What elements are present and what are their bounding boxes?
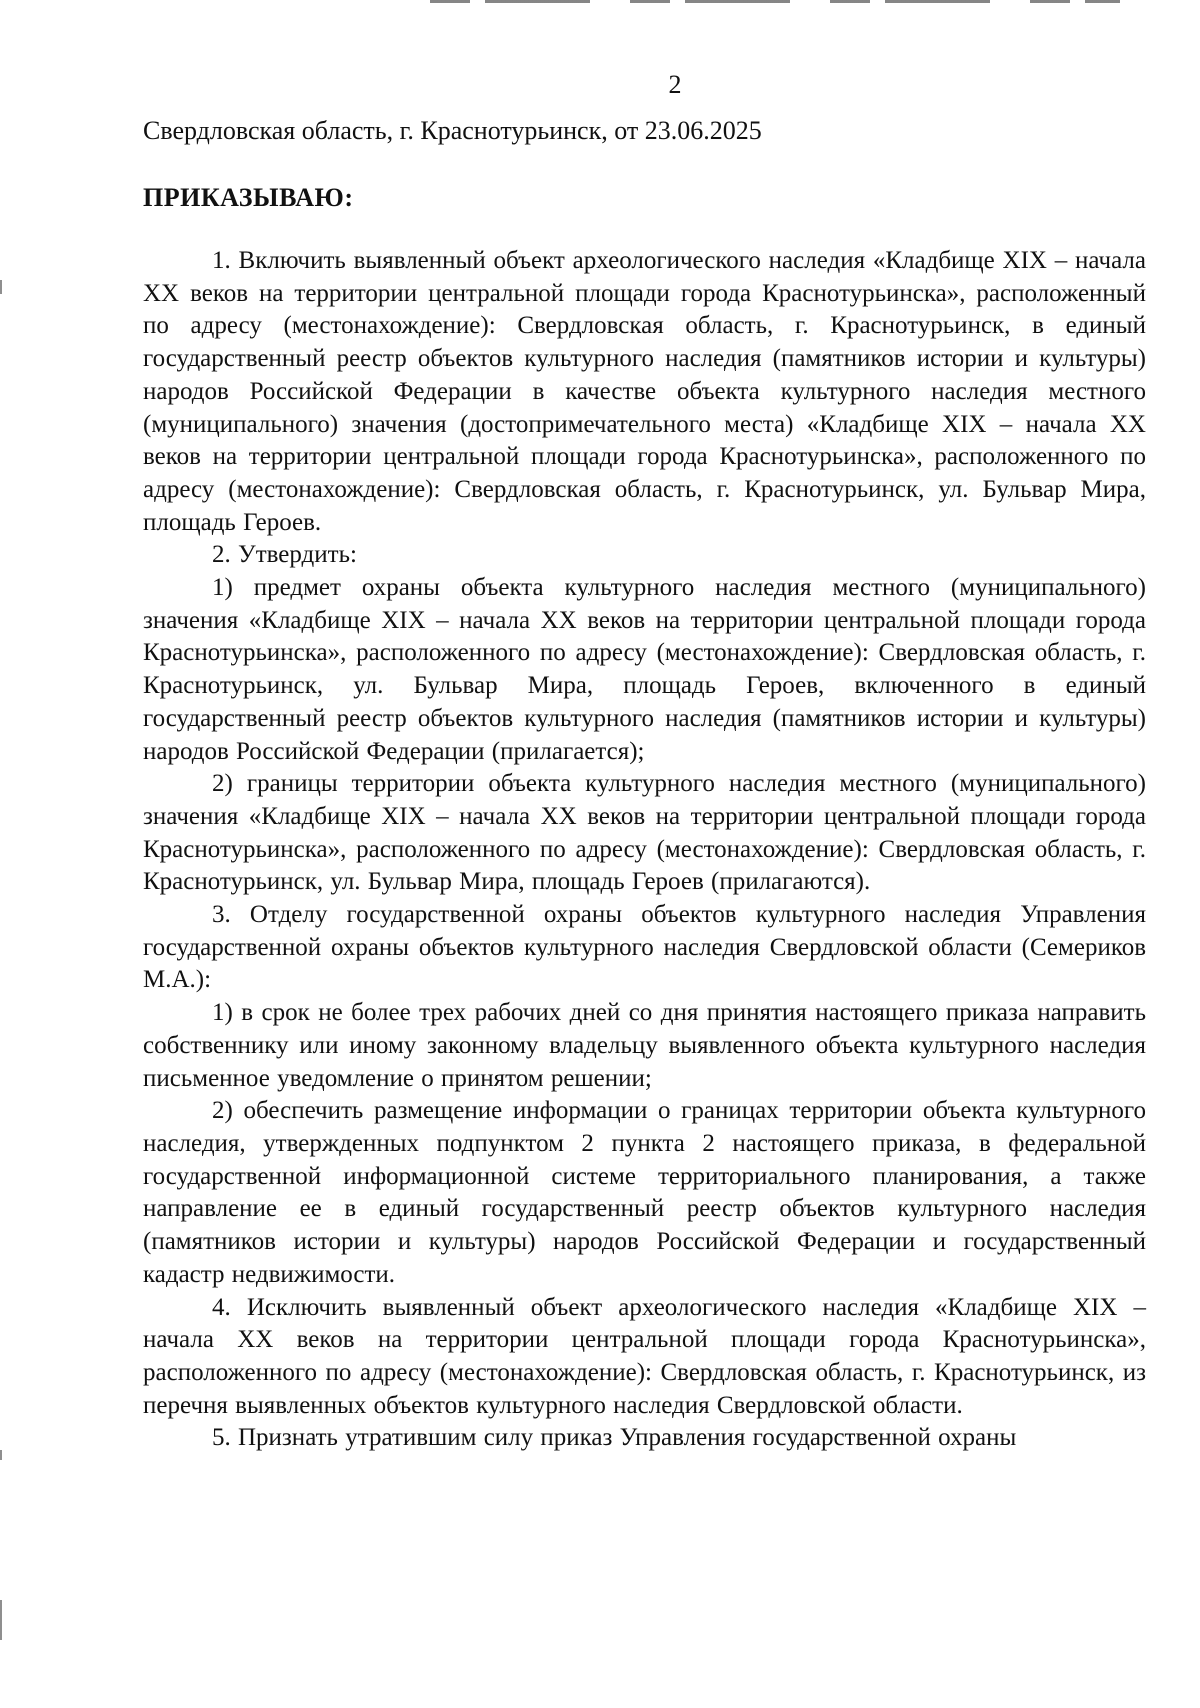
paragraph-subitem-2-1: 1) предмет охраны объекта культурного наследия местного (муниципального) значения «Кладбище XIX – начала XX веков на территории центральной площади города Краснотурьинска», расположенного по адресу (местонахождение): Свердловская область, г. Краснотурьинск, ул. Бульвар Мира, площадь Героев, включенного в единый государственный реестр объектов культурного наследия (памятников истории и культуры) народов Российской Федерации (прилагается); — [143, 574, 1146, 765]
paragraph-item-3: 3. Отделу государственной охраны объектов культурного наследия Управления государственной охраны объектов культурного наследия Свердловской области (Семериков М.А.): — [143, 901, 1146, 994]
paragraph-subitem-3-1: 1) в срок не более трех рабочих дней со дня принятия настоящего приказа направить собственнику или иному законному владельцу выявленного объекта культурного наследия письменное уведомление о принятом решении; — [143, 999, 1146, 1092]
scan-artifact-left — [0, 1600, 2, 1640]
scan-artifact-top — [430, 0, 1120, 3]
order-heading: ПРИКАЗЫВАЮ: — [143, 183, 354, 212]
document-location-date: Свердловская область, г. Краснотурьинск, от 23.06.2025 — [143, 116, 762, 145]
page-number: 2 — [668, 70, 682, 99]
scan-artifact-left — [0, 1450, 2, 1460]
document-body — [143, 245, 1146, 1455]
paragraph-item-4: 4. Исключить выявленный объект археологического наследия «Кладбище XIX – начала XX веков на территории центральной площади города Краснотурьинска», расположенного по адресу (местонахождение): Свердловская область, г. Краснотурьинск, из перечня выявленных объектов культурного наследия Свердловской области. — [143, 1293, 1146, 1419]
scan-artifact-left — [0, 280, 2, 294]
paragraph-subitem-2-2: 2) границы территории объекта культурного наследия местного (муниципального) значения «Кладбище XIX – начала XX веков на территории центральной площади города Краснотурьинска», расположенного по адресу (местонахождение): Свердловская область, г. Краснотурьинск, ул. Бульвар Мира, площадь Героев (прилагаются). — [143, 770, 1146, 896]
paragraph-item-2: 2. Утвердить: — [212, 541, 357, 569]
paragraph-item-1: 1. Включить выявленный объект археологического наследия «Кладбище XIX – начала XX веков на территории центральной площади города Краснотурьинска», расположенный по адресу (местонахождение): Свердловская область, г. Краснотурьинск, в единый государственный реестр объектов культурного наследия (памятников истории и культуры) народов Российской Федерации в качестве объекта культурного наследия местного (муниципального) значения (достопримечательного места) «Кладбище XIX – начала XX веков на территории центральной площади города Краснотурьинска», расположенного по адресу (местонахождение): Свердловская область, г. Краснотурьинск, ул. Бульвар Мира, площадь Героев. — [143, 247, 1146, 536]
paragraph-item-5: 5. Признать утратившим силу приказ Управления государственной охраны — [212, 1424, 1017, 1452]
paragraph-subitem-3-2: 2) обеспечить размещение информации о границах территории объекта культурного наследия, утвержденных подпунктом 2 пункта 2 настоящего приказа, в федеральной государственной информационной системе территориального планирования, а также направление ее в единый государственный реестр объектов культурного наследия (памятников истории и культуры) народов Российской Федерации и государственный кадастр недвижимости. — [143, 1097, 1146, 1288]
